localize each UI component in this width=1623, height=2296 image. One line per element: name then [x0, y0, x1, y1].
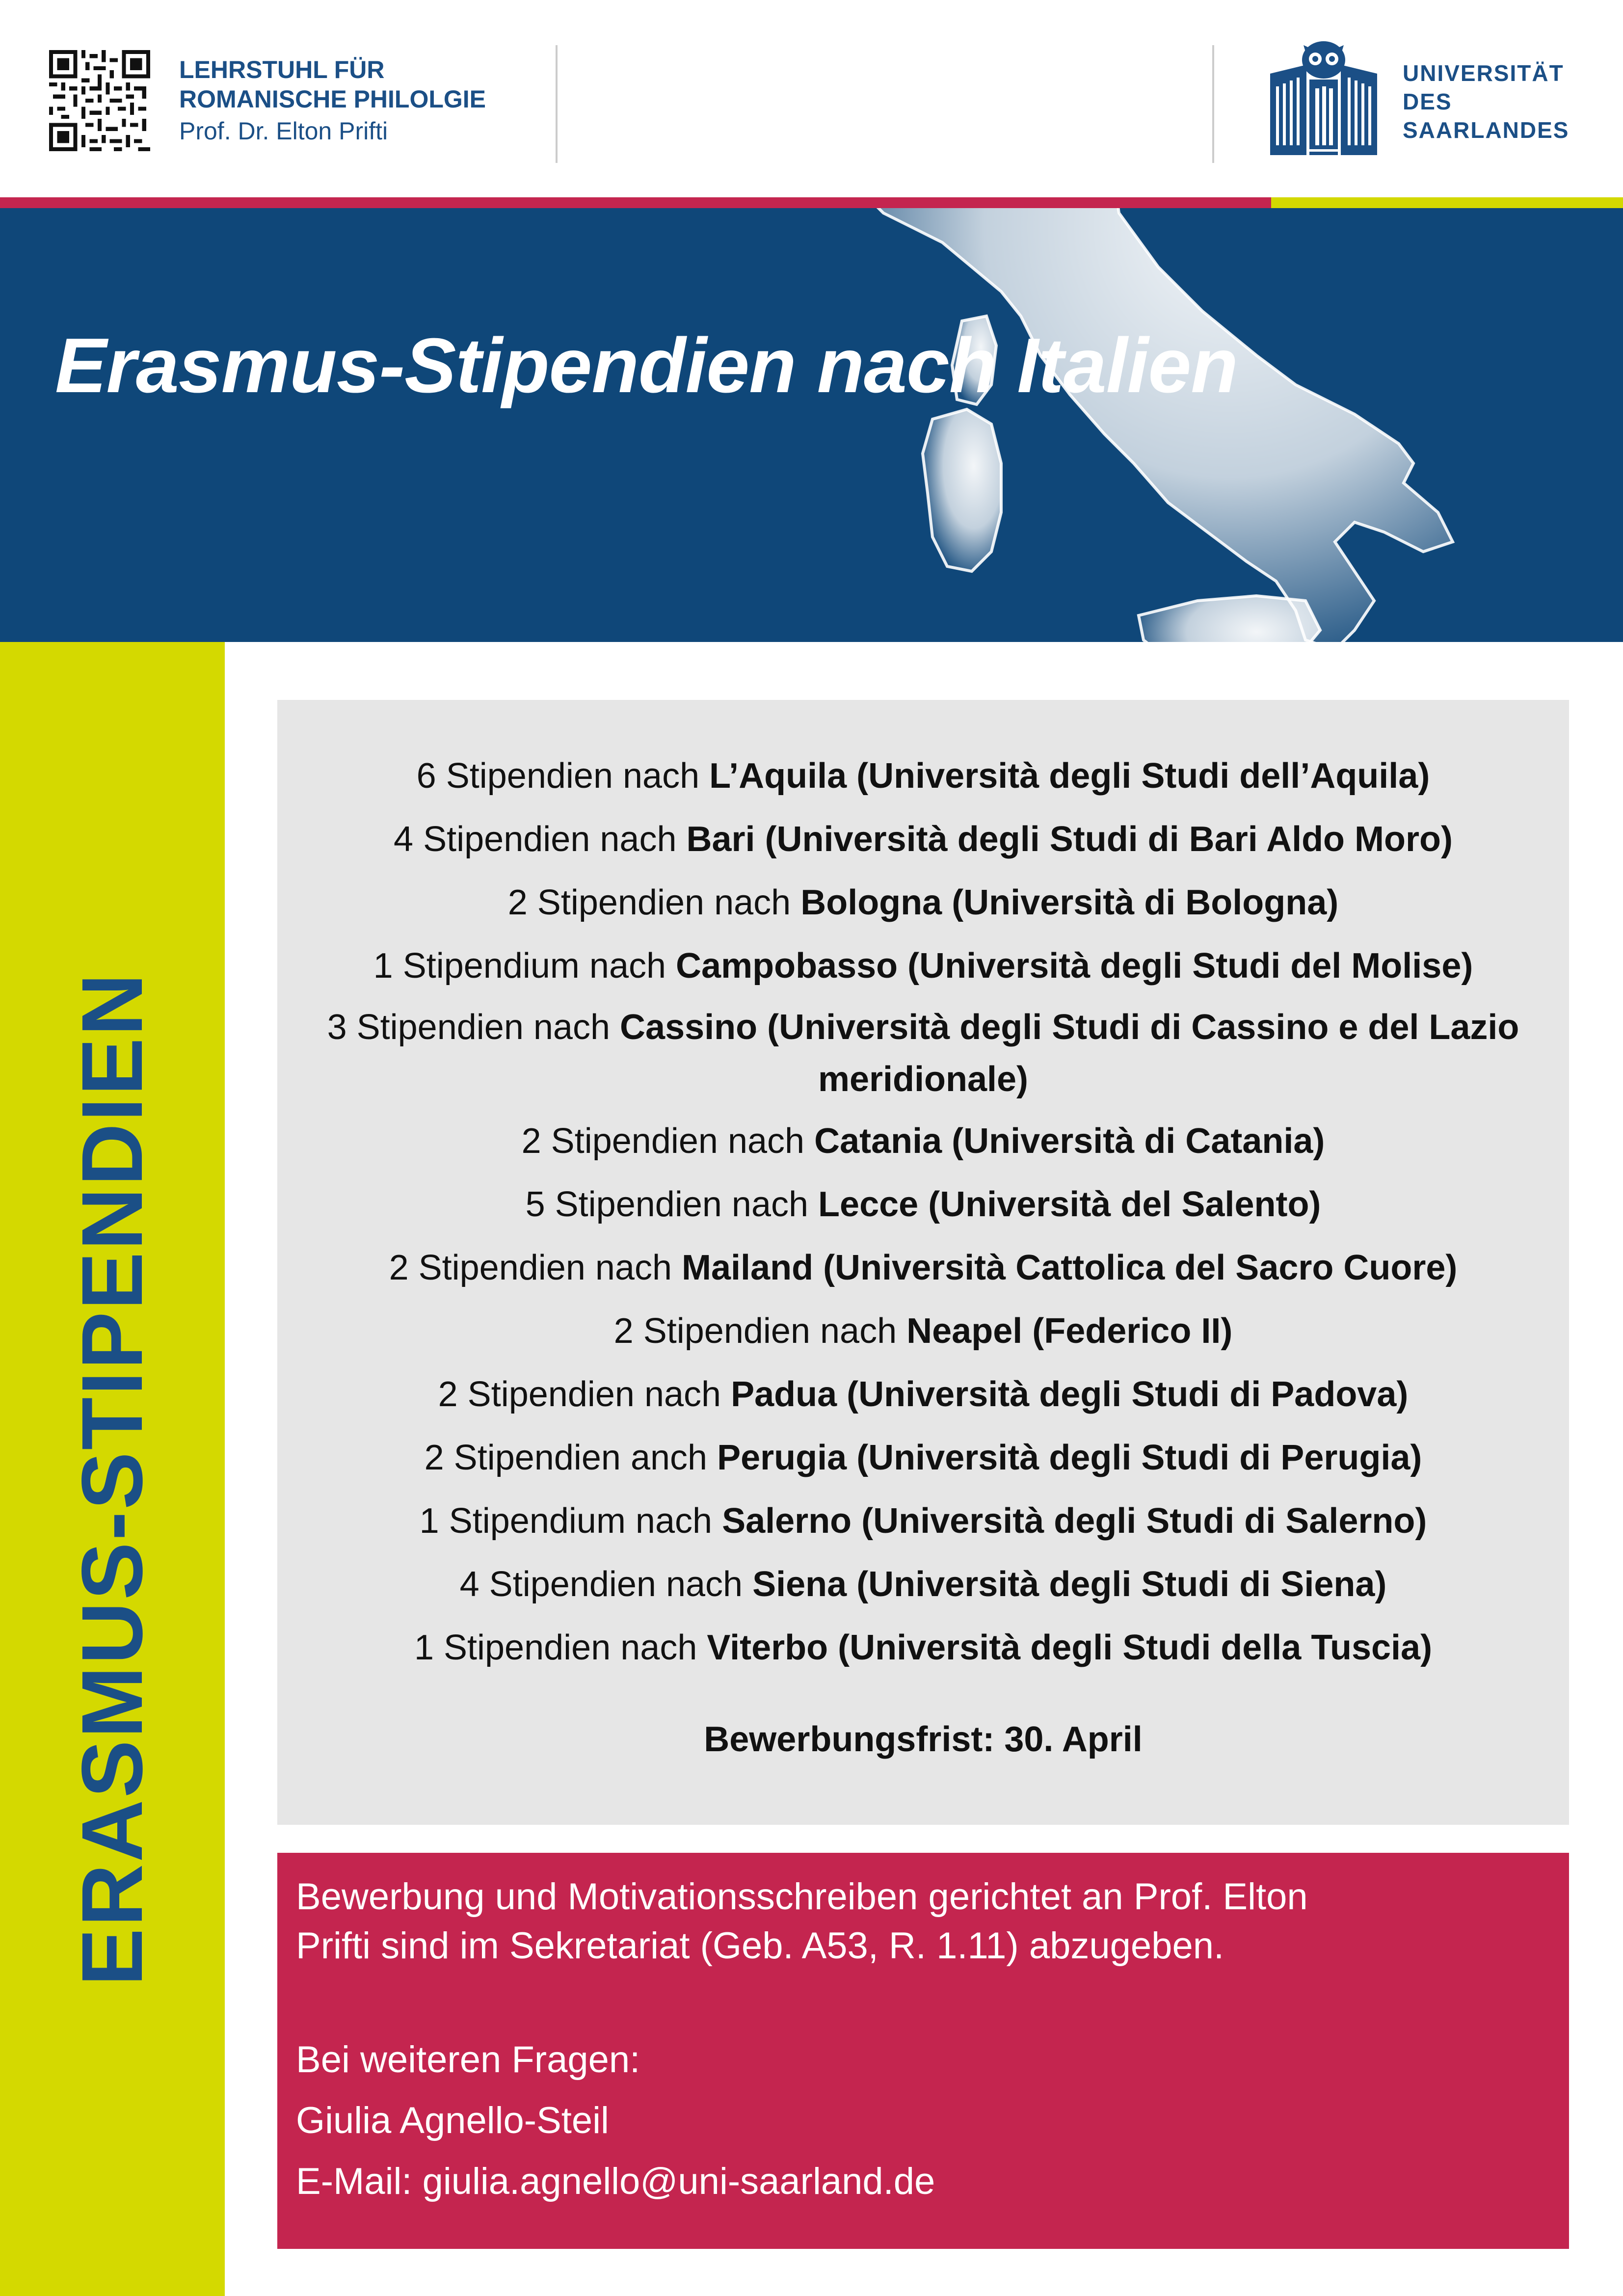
list-item-destination: Neapel (Federico II): [906, 1311, 1233, 1351]
header-divider-left: [556, 45, 558, 163]
chair-title-line1: LEHRSTUHL FÜR: [179, 56, 385, 83]
list-item-count: 1 Stipendium nach: [419, 1501, 722, 1541]
list-item-destination: Catania (Università di Catania): [814, 1121, 1325, 1161]
list-item-destination: Mailand (Università Cattolica del Sacro Cuore): [682, 1248, 1458, 1287]
scholarship-list: [277, 744, 1569, 1679]
list-item: [277, 934, 1569, 997]
list-item-count: 2 Stipendien nach: [389, 1248, 682, 1287]
list-item-destination: L’Aquila (Università degli Studi dell’Aquila): [709, 756, 1430, 796]
list-item-destination: Siena (Università degli Studi di Siena): [752, 1565, 1387, 1604]
chair-professor: Prof. Dr. Elton Prifti: [179, 117, 388, 145]
side-label-vertical: ERASMUS-STIPENDIEN: [64, 971, 160, 1986]
list-item-count: 2 Stipendien nach: [507, 883, 801, 922]
contact-instructions-line1: Bewerbung und Motivationsschreiben gerichtet an Prof. Elton: [296, 1876, 1308, 1918]
qr-code[interactable]: [49, 49, 150, 152]
contact-box: [277, 1853, 1569, 2249]
list-item-count: 1 Stipendium nach: [373, 946, 676, 986]
header-divider-right: [1212, 45, 1214, 163]
list-item: [277, 997, 1569, 1109]
list-item-count: 2 Stipendien nach: [438, 1375, 731, 1414]
contact-text: [296, 1872, 1543, 2212]
list-item-count: 3 Stipendien nach: [327, 1008, 620, 1047]
list-item: [277, 1236, 1569, 1299]
contact-person-name: Giulia Agnello-Steil: [296, 2100, 609, 2141]
list-item-destination: Cassino (Università degli Studi di Cassino e del Lazio meridionale): [620, 1008, 1519, 1099]
application-deadline: Bewerbungsfrist: 30. April: [704, 1720, 1143, 1759]
list-item-count: 2 Stipendien anch: [424, 1438, 718, 1477]
title-banner: [0, 208, 1623, 642]
university-name-line2: DES: [1403, 89, 1452, 114]
university-name-line3: SAARLANDES: [1403, 117, 1570, 143]
list-item-destination: Perugia (Università degli Studi di Perugia): [717, 1438, 1422, 1477]
contact-question-label: Bei weiteren Fragen:: [296, 2039, 640, 2081]
list-item: [277, 1552, 1569, 1616]
list-item-count: 5 Stipendien nach: [525, 1185, 819, 1224]
list-item: [277, 1426, 1569, 1489]
list-item-destination: Lecce (Università del Salento): [818, 1185, 1321, 1224]
list-item: [277, 1109, 1569, 1173]
university-name-line1: UNIVERSITÄT: [1403, 60, 1564, 86]
list-item-destination: Campobasso (Università degli Studi del Molise): [676, 946, 1473, 986]
list-item: [277, 871, 1569, 934]
list-item: [277, 807, 1569, 871]
accent-strip-magenta: [0, 197, 1271, 208]
list-item-destination: Padua (Università degli Studi di Padova): [731, 1375, 1409, 1414]
list-item-count: 4 Stipendien nach: [459, 1565, 753, 1604]
university-name-block: [1403, 59, 1569, 144]
contact-email[interactable]: E-Mail: giulia.agnello@uni-saarland.de: [296, 2161, 935, 2202]
list-item: [277, 1616, 1569, 1679]
list-item: [277, 1489, 1569, 1552]
scholarship-list-box: [277, 700, 1569, 1825]
list-item-destination: Bari (Università degli Studi di Bari Aldo Moro): [686, 820, 1453, 859]
italy-map-icon: [0, 208, 1623, 642]
list-item-destination: Salerno (Università degli Studi di Salerno): [722, 1501, 1427, 1541]
accent-strip-lime: [1271, 197, 1623, 208]
chair-name-block: [179, 55, 486, 148]
list-item: [277, 1173, 1569, 1236]
list-item: [277, 1299, 1569, 1362]
list-item-count: 6 Stipendien nach: [416, 756, 710, 796]
spacer: [296, 1971, 1543, 2029]
chair-title-line2: ROMANISCHE PHILOLGIE: [179, 85, 486, 113]
contact-instructions-line2: Prifti sind im Sekretariat (Geb. A53, R. 1.11) abzugeben.: [296, 1925, 1224, 1967]
list-item-count: 2 Stipendien nach: [613, 1311, 907, 1351]
list-item-destination: Bologna (Università di Bologna): [800, 883, 1339, 922]
list-item-count: 1 Stipendien nach: [414, 1628, 707, 1667]
list-item: [277, 1362, 1569, 1426]
page-title: Erasmus-Stipendien nach Italien: [55, 322, 1238, 409]
list-item-destination: Viterbo (Università degli Studi della Tuscia): [707, 1628, 1433, 1667]
list-item-count: 2 Stipendien nach: [521, 1121, 815, 1161]
university-seal-logo: [1267, 39, 1380, 162]
list-item: [277, 744, 1569, 807]
list-item-count: 4 Stipendien nach: [394, 820, 687, 859]
